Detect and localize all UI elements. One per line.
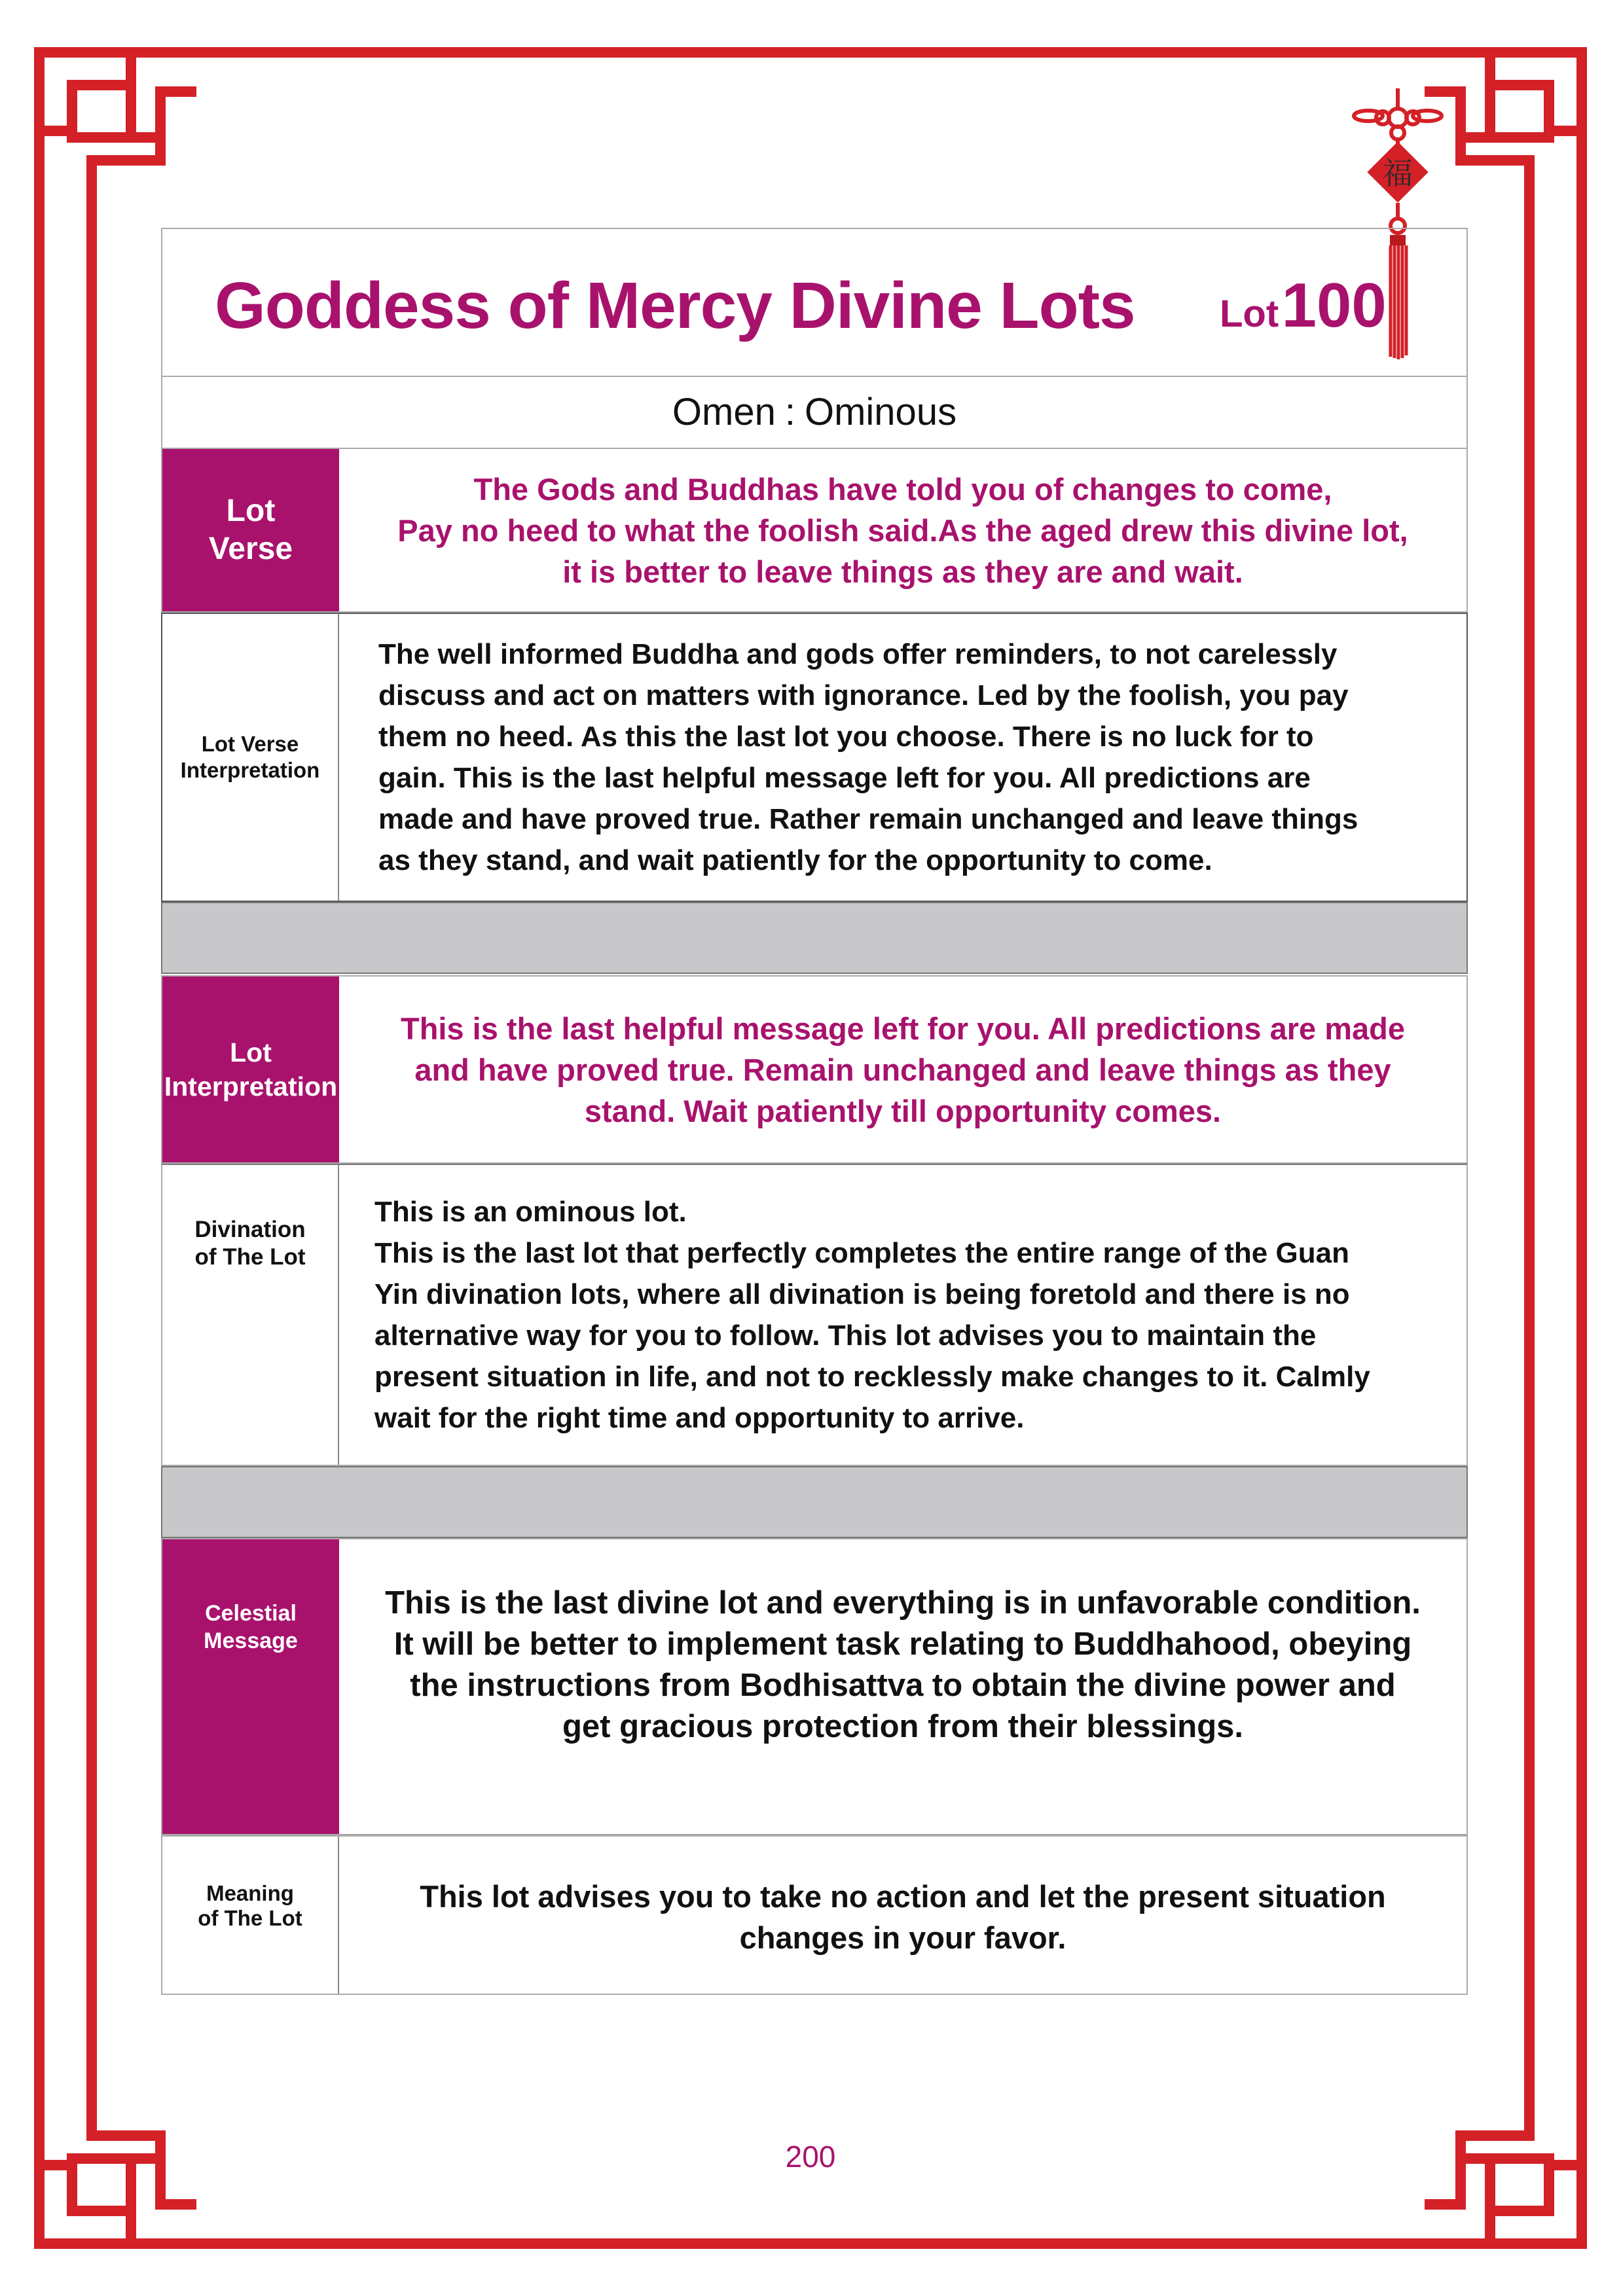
lot-verse-label-cell <box>162 449 339 611</box>
section-divider <box>161 902 1468 974</box>
omen-row <box>161 377 1468 449</box>
lot-verse-content-cell <box>339 449 1466 611</box>
celestial-message-content-cell <box>339 1539 1466 1834</box>
lot-verse-interpretation-text: The well informed Buddha and gods offer reminders, to not carelessly discuss and act on matters with ignorance. Led by the foolish, you pay them no heed. As this the last lot you choose. There is no luck for to gain. This is the last helpful message left for you. All predictions are made and have proved true. Rather remain unchanged and leave things as they stand, and wait patiently for the opportunity to come. <box>378 638 1358 876</box>
celestial-message-label: Celestial Message <box>204 1601 298 1653</box>
lot-interpretation-text: This is the last helpful message left for you. All predictions are made and have proved true. Remain unchanged and leave things as they stand. Wait patiently till opportunity comes. <box>401 1011 1405 1128</box>
meaning-label-cell <box>162 1837 339 1994</box>
lot-verse-label: Lot Verse <box>208 493 293 566</box>
lot-interpretation-label-cell <box>162 977 339 1162</box>
lot-verse-row <box>161 449 1468 613</box>
divination-content-cell <box>339 1165 1466 1465</box>
lot-interpretation-row <box>161 975 1468 1164</box>
lot-interpretation-content-cell <box>339 977 1466 1162</box>
celestial-message-row <box>161 1538 1468 1835</box>
svg-text:福: 福 <box>1383 156 1413 191</box>
lot-verse-interpretation-row <box>161 613 1468 902</box>
omen-label: Omen <box>672 391 776 433</box>
lot-number <box>1220 270 1387 342</box>
lot-word: Lot <box>1220 293 1279 335</box>
section-divider <box>161 1466 1468 1538</box>
lot-verse-interpretation-content-cell <box>339 614 1466 901</box>
page-title: Goddess of Mercy Divine Lots <box>215 269 1135 342</box>
omen-value: Ominous <box>804 391 957 433</box>
meaning-text: This lot advises you to take no action and let the present situation changes in your favor. <box>420 1879 1386 1955</box>
celestial-message-text: This is the last divine lot and everything is in unfavorable condition. It will be better to implement task relating to Buddhahood, obeying the instructions from Bodhisattva to obtain the divine power and get gracious protection from their blessings. <box>385 1585 1421 1744</box>
divination-text: This is an ominous lot. This is the last lot that perfectly completes the entire range of the Guan Yin divination lots, where all divination is being foretold and there is no alternative way for you to follow. This lot advises you to maintain the present situation in life, and not to recklessly make changes to it. Calmly wait for the right time and opportunity to arrive. <box>374 1196 1370 1434</box>
lot-interpretation-label: Lot Interpretation <box>164 1037 338 1102</box>
divination-row <box>161 1164 1468 1466</box>
meaning-content-cell <box>339 1837 1466 1994</box>
celestial-message-label-cell <box>162 1539 339 1834</box>
divination-label: Divination of The Lot <box>194 1217 306 1270</box>
lot-digits: 100 <box>1281 270 1387 340</box>
lot-verse-interpretation-label-cell <box>162 614 339 901</box>
omen-separator: : <box>784 391 795 433</box>
lot-verse-interpretation-label: Lot Verse Interpretation <box>180 732 320 782</box>
title-row <box>161 228 1468 377</box>
page-number: 200 <box>785 2140 836 2174</box>
lot-verse-text: The Gods and Buddhas have told you of changes to come, Pay no heed to what the foolish said.As the aged drew this divine lot, it is better to leave things as they are and wait. <box>397 471 1408 589</box>
meaning-label: Meaning of The Lot <box>198 1881 302 1930</box>
meaning-row <box>161 1835 1468 1995</box>
divination-label-cell <box>162 1165 339 1465</box>
